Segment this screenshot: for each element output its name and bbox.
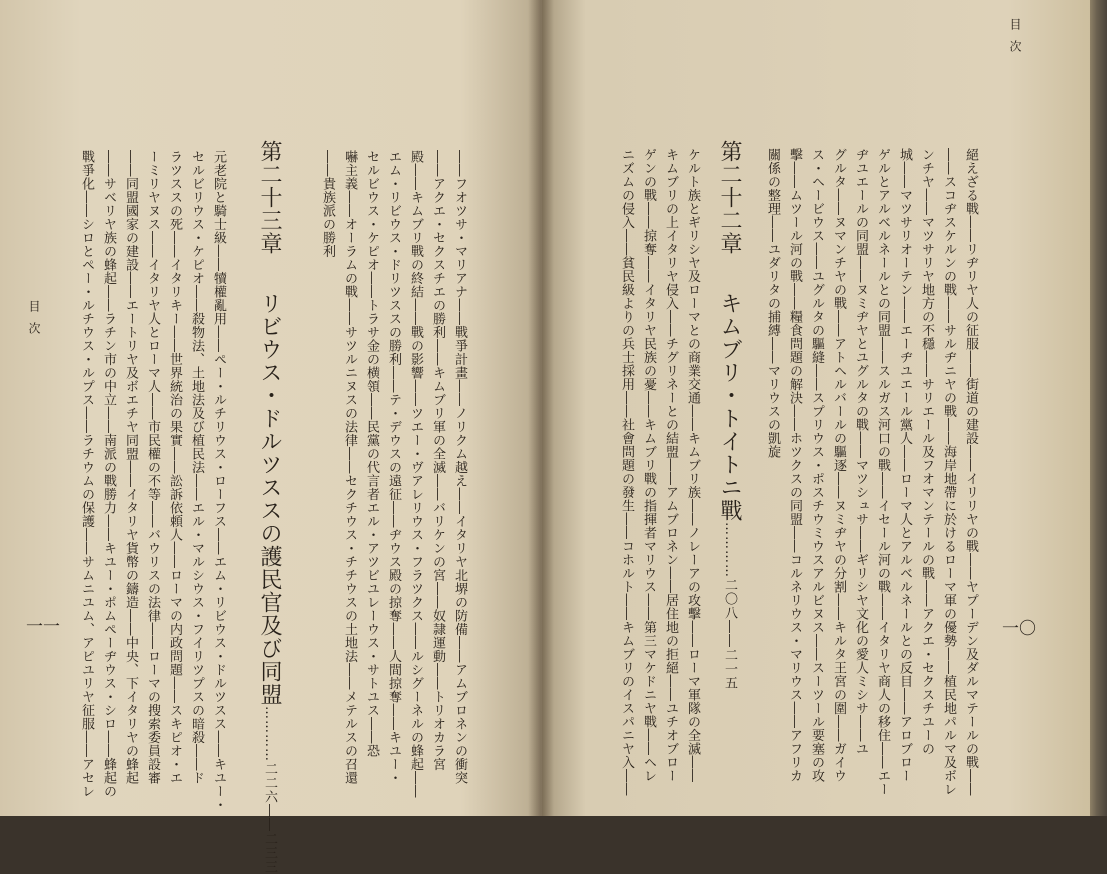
contents-line: 元老院と騎士級――犢權亂用――ペー・ルチリウス・ローフス――エム・リビウス・ドルツスス――キユー・ bbox=[211, 150, 226, 812]
right-page-number: 一〇 bbox=[1002, 619, 1036, 639]
left-page bbox=[0, 0, 542, 874]
contents-line: エム・リビウス・ドリツススの勝利――テ・デウスの遠征――ヂウス殿の掠奪――人間掠奪――キユー・ bbox=[386, 150, 401, 785]
contents-line: セルビウス・ケピオ――トラサ金の横領――民黨の代言者エル・アツビユレーウス・サトユス――恐 bbox=[364, 150, 379, 758]
contents-line: 擊――ムツール河の戰――糧食問題の解決――ホツクスの同盟――コルネリウス・マリウス――アフリカ bbox=[787, 148, 802, 783]
contents-line: ニズムの侵入――貧民級よりの兵士採用――社會問題の發生――コホルト――キムブリのイスパニヤ入―― bbox=[619, 148, 634, 796]
contents-line: 關係の整理――ユダリタの捕縛――マリウスの凱旋 bbox=[765, 148, 780, 459]
right-page-header: 目次 bbox=[1008, 18, 1022, 62]
book-gutter bbox=[528, 0, 554, 816]
left-page-header: 目次 bbox=[27, 300, 41, 344]
contents-line: 城――マツサリオーテン――エーヂユエール黨人――ローマ人とアルベルネールとの反目――アロブロー bbox=[897, 148, 912, 783]
left-page-number: 一一 bbox=[26, 617, 60, 637]
contents-line: ラツススの死――イタリキー――世界統治の果實――訟訴依頼人――ローマの内政問題――スキピオ・エ bbox=[167, 150, 182, 785]
chapter-pages: 二〇八――二一五 bbox=[722, 578, 737, 690]
chapter-title: キムブリ・トイトニ戰 bbox=[717, 292, 742, 522]
chapter-spacer bbox=[257, 269, 282, 292]
contents-line: ヂユエールの同盟――ヌミヂヤとユグルタの戰――マツシュサ――ギリシヤ文化の愛人ミシサ――ユ bbox=[853, 148, 868, 756]
chapter-heading bbox=[258, 140, 280, 874]
contents-line: ――アクエ・セクスチエの勝利――キムブリ軍の全滅――バリケンの宮――奴隷運動――トリオカラ宮 bbox=[430, 150, 445, 771]
leader-dots: ………… bbox=[262, 706, 277, 762]
contents-line: ――フオツサ・マリアナ――戰爭計畫――ノリクム越え――イタリヤ北堺の防備――アムブロネンの衝突 bbox=[452, 150, 467, 785]
chapter-pages: 二二六――二三三 bbox=[262, 762, 277, 874]
contents-line: 嚇主義――オーラムの戰――サツルニヌスの法律――セクチウス・チチウスの土地法――メテルスの召還 bbox=[342, 150, 357, 785]
contents-line: 殿――キムブリ戰の終結――戰の影響――ツエー・ヴアレリウス・フラツクス――ルシグーネルの蜂起―― bbox=[408, 150, 423, 798]
contents-line: ス・ヘービウス――ユグルタの驅縫――スプリウス・ポスチウミウスアルビヌス――スーツール要塞の攻 bbox=[809, 148, 824, 783]
contents-line: ケルト族とギリシヤ及ローマとの商業交通――キムブリ族――ノレーアの攻擊――ローマ軍隊の全滅―― bbox=[685, 148, 700, 783]
contents-line: 絕えざる戰――リヂリヤ人の征服――街道の建設――イリリヤの戰――ヤプーデン及ダルマテールの戰―― bbox=[963, 148, 978, 796]
contents-line: ――同盟國家の建設――エートリヤ及ボエチヤ同盟――イタリヤ貨幣の鑄造――中央、下イタリヤの蜂起 bbox=[123, 150, 138, 785]
chapter-heading bbox=[718, 140, 740, 690]
chapter-number: 第二十二章 bbox=[717, 140, 742, 255]
contents-line: グルタ――ヌマンチヤの戰――アトヘルバールの驅逐――ヌミヂヤの分割――キルタ王宮の圍――ガイウ bbox=[831, 148, 846, 783]
contents-line: ンチヤ――マツサリヤ地方の不穩――サリエール及フオマンテールの戰――アクエ・セクスチユーの bbox=[919, 148, 934, 756]
chapter-number: 第二十三章 bbox=[257, 140, 282, 255]
contents-line: セルビリウス・ケピオ――殺物法、土地法及び植民法――エル・マルシウス・フイリツプスの暗殺――ド bbox=[189, 150, 204, 785]
contents-line: ーミリヤヌス――イタリヤ人とローマ人――市民權の不等――バウリスの法律――ローマの搜索委員設審 bbox=[145, 150, 160, 785]
contents-line: キムブリの上イタリヤ侵入――チグリネーとの結盟――アムブロネン――居住地の拒絕――ユチオブロー bbox=[663, 148, 678, 783]
page-edge bbox=[1090, 0, 1107, 816]
contents-line: ――貴族派の勝利 bbox=[320, 150, 335, 258]
contents-line: ゲンの戰――掠奪――イタリヤ民族の憂――キムブリ戰の指揮者マリウス――第三マケドニヤ戰――ヘレ bbox=[641, 148, 656, 783]
right-page bbox=[542, 0, 1090, 816]
chapter-spacer bbox=[717, 269, 742, 292]
chapter-title: リビウス・ドルツススの護民官及び同盟 bbox=[257, 292, 282, 706]
contents-line: ――サベリヤ族の蜂起――ラチン市の中立――南派の戰勝力――キユー・ポムペーヂウス・シロ――蜂起の bbox=[101, 150, 116, 798]
contents-line: 戰爭化――シロとペー・ルチウス・ルプス――ラチウムの保護――サムニユム、アピユリヤ征服――アセレ bbox=[79, 150, 94, 798]
leader-dots: ………… bbox=[722, 522, 737, 578]
contents-line: ゲルとアルベルネールとの同盟――スルガス河口の戰――イセール河の戰――イタリヤ商人の移住――エー bbox=[875, 148, 890, 796]
contents-line: ――スコヂスケルンの戰――サルヂニヤの戰――海岸地帶に於けるローマ軍の優勢――植民地パルマ及ボレ bbox=[941, 148, 956, 796]
